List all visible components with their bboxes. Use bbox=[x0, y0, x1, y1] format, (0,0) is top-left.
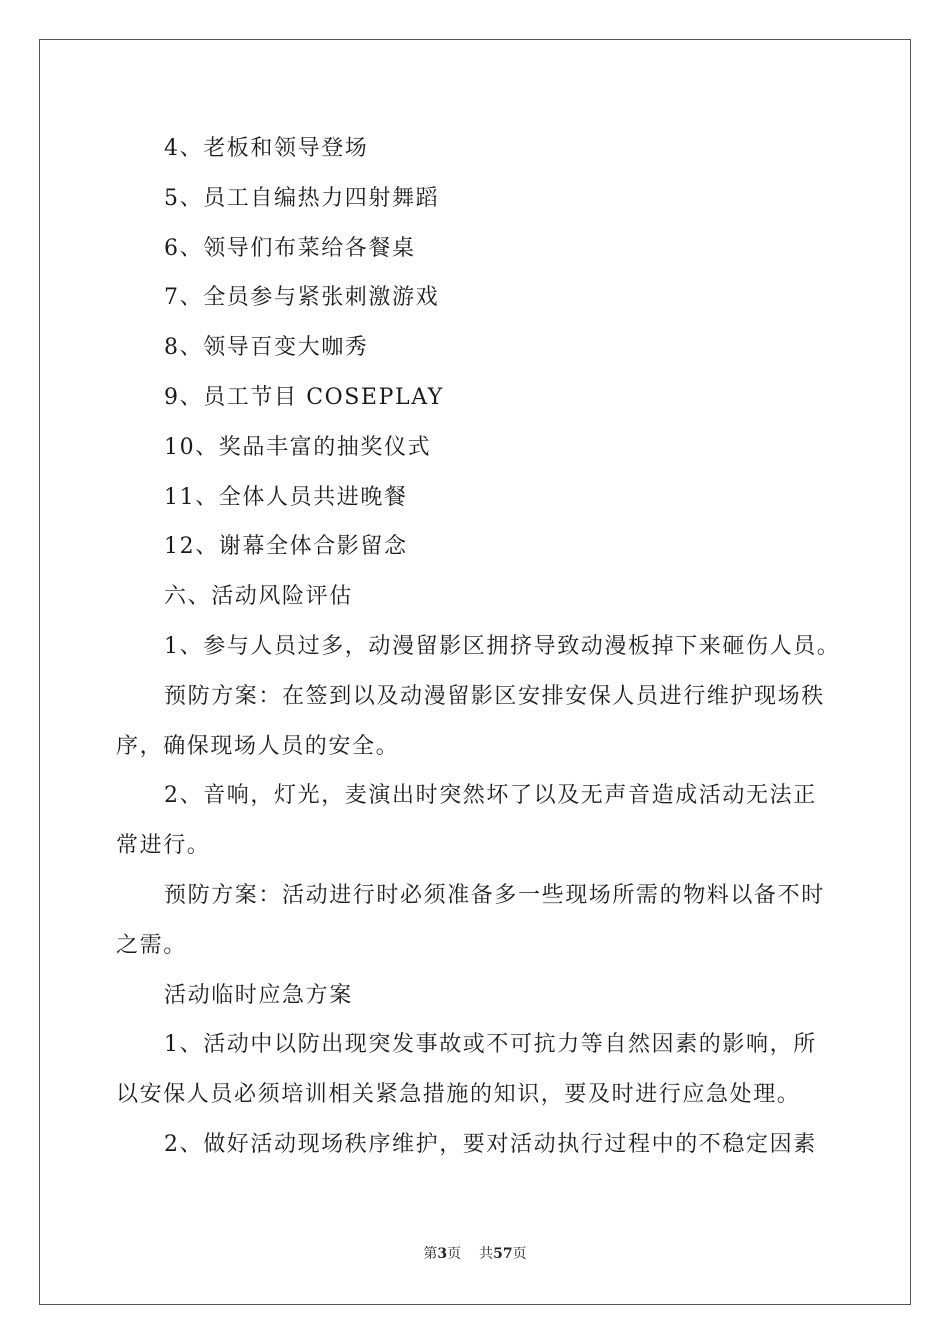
paragraph-line: 8、领导百变大咖秀 bbox=[164, 335, 369, 361]
total-prefix: 共 bbox=[479, 1246, 494, 1262]
total-pages: 57 bbox=[493, 1246, 513, 1262]
section-heading: 活动临时应急方案 bbox=[164, 982, 353, 1008]
paragraph-line: 9、员工节目 COSEPLAY bbox=[164, 384, 444, 410]
paragraph-line: 6、领导们布菜给各餐桌 bbox=[164, 235, 416, 261]
paragraph-line: 预防方案：在签到以及动漫留影区安排安保人员进行维护现场秩 bbox=[164, 683, 825, 709]
paragraph-line: 11、全体人员共进晚餐 bbox=[164, 484, 408, 510]
page-number: 3 bbox=[437, 1246, 448, 1262]
paragraph-line: 1、参与人员过多，动漫留影区拥挤导致动漫板掉下来砸伤人员。 bbox=[164, 633, 841, 659]
document-body bbox=[116, 124, 841, 1170]
total-suffix: 页 bbox=[512, 1246, 527, 1262]
paragraph-line: 序，确保现场人员的安全。 bbox=[116, 733, 400, 759]
page-footer bbox=[0, 1243, 950, 1263]
section-heading: 六、活动风险评估 bbox=[164, 584, 353, 610]
paragraph-line: 1、活动中以防出现突发事故或不可抗力等自然因素的影响，所 bbox=[164, 1032, 817, 1058]
paragraph-line: 12、谢幕全体合影留念 bbox=[164, 534, 408, 560]
paragraph-line: 2、音响，灯光，麦演出时突然坏了以及无声音造成活动无法正 bbox=[164, 783, 817, 809]
paragraph-line: 常进行。 bbox=[116, 833, 211, 859]
paragraph-line: 10、奖品丰富的抽奖仪式 bbox=[164, 434, 432, 460]
paragraph-line: 2、做好活动现场秩序维护，要对活动执行过程中的不稳定因素 bbox=[164, 1131, 817, 1157]
page-suffix: 页 bbox=[447, 1246, 462, 1262]
page-prefix: 第 bbox=[423, 1246, 438, 1262]
paragraph-line: 之需。 bbox=[116, 932, 187, 958]
paragraph-line: 5、员工自编热力四射舞蹈 bbox=[164, 185, 440, 211]
paragraph-line: 7、全员参与紧张刺激游戏 bbox=[164, 285, 440, 311]
paragraph-line: 4、老板和领导登场 bbox=[164, 136, 369, 161]
paragraph-line: 以安保人员必须培训相关紧急措施的知识，要及时进行应急处理。 bbox=[116, 1082, 801, 1108]
paragraph-line: 预防方案：活动进行时必须准备多一些现场所需的物料以备不时 bbox=[164, 882, 825, 908]
